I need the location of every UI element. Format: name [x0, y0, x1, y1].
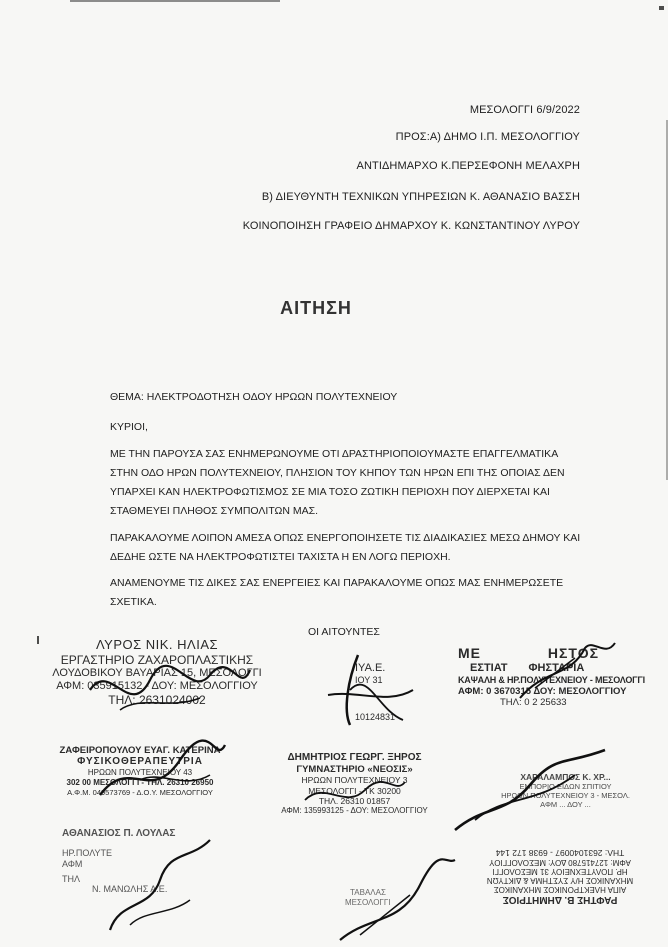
stamp-line: ΕΜΠΟΡΙΟ ΕΙΔΩΝ ΣΠΙΤΙΟΥ [519, 782, 612, 792]
stamp-line: ΗΡ.ΠΟΛΥΤΕ [62, 848, 113, 858]
paragraph-1-line: ΜΕ ΤΗΝ ΠΑΡΟΥΣΑ ΣΑΣ ΕΝΗΜΕΡΩΝΟΥΜΕ ΟΤΙ ΔΡΑΣΤΗΡΙΟΠΟΙΟΥΜΑΣΤΕ ΕΠΑΓΓΕΛΜΑΤΙΚΑ [110, 448, 559, 460]
subject-line: ΘΕΜΑ: ΗΛΕΚΤΡΟΔΟΤΗΣΗ ΟΔΟΥ ΗΡΩΩΝ ΠΟΛΥΤΕΧΝΕΙΟΥ [110, 391, 398, 403]
salutation: ΚΥΡΙΟΙ, [110, 421, 148, 433]
scan-speck [37, 636, 39, 644]
stamp-line: ΙΟΥ 31 [355, 675, 383, 686]
signature-bottom-middle [330, 855, 460, 947]
recipient-line-1: ΠΡΟΣ:Α) ΔΗΜΟ Ι.Π. ΜΕΣΟΛΟΓΓΙΟΥ [395, 131, 580, 143]
stamp-line: ΑΦΜ: 035915132 - ΔΟΥ: ΜΕΣΟΛΟΓΓΙΟΥ [56, 680, 258, 693]
stamp-line: ΡΑΦΤΗΣ Β. ΔΗΜΗΤΡΙΟΣ [502, 894, 618, 905]
stamp-raftis [460, 848, 660, 905]
stamp-line: ΙΥΑ.Ε. [355, 662, 386, 674]
signature-physio [90, 735, 230, 810]
paragraph-1-line: ΣΤΑΘΜΕΥΕΙ ΠΛΗΘΟΣ ΣΥΜΠΟΛΙΤΩΝ ΜΑΣ. [110, 505, 319, 517]
letter-date: ΜΕΣΟΛΟΓΓΙ 6/9/2022 [469, 104, 580, 116]
stamp-line: ΤΗΛ. 26310 01857 [318, 795, 391, 806]
scan-edge-top [70, 0, 280, 2]
stamp-line: ΤΑΒΑΛΑΣ [350, 888, 386, 897]
stamp-line: ΤΗΛ: 2631040097 - 6938 172 144 [495, 848, 625, 858]
paragraph-1 [110, 445, 590, 521]
stamp-line: ΜΕΣΟΛΟΓΓΙ [345, 897, 391, 907]
signature-right-middle [445, 745, 615, 835]
stamp-text: ΗΣΤΟΣ [547, 645, 599, 661]
stamp-text: ΜΕ [458, 645, 481, 661]
signature-middle-top [318, 650, 428, 730]
stamp-line: ΑΦΜ [62, 858, 83, 869]
stamp-line: ΗΡΩΩΝ ΠΟΛΥΤΕΧΝΕΙΟΥ 3 - ΜΕΣΟΛ. [501, 791, 630, 801]
stamp-line: Ν. ΜΑΝΩΛΗΣ Α.Ε. [92, 884, 168, 895]
stamp-line: ΖΑΦΕΙΡΟΠΟΥΛΟΥ ΕΥΑΓ. ΚΑΤΕΡΙΝΑ [59, 745, 221, 756]
recipient-line-3: Β) ΔΙΕΥΘΥΝΤΗ ΤΕΧΝΙΚΩΝ ΥΠΗΡΕΣΙΩΝ Κ. ΑΘΑΝΑΣΙΟ ΒΑΣΣΗ [261, 191, 580, 203]
stamp-line: ΦΥΣΙΚΟΘΕΡΑΠΕΥΤΡΙΑ [77, 756, 203, 768]
stamp-line: ΤΗΛ: 0 2 25633 [500, 697, 567, 709]
signature-lyros [80, 650, 260, 730]
stamp-line: ΑΦΜ: 0 3670315 ΔΟΥ: ΜΕΣΟΛΟΓΓΙΟΥ [458, 685, 627, 697]
paragraph-2 [110, 529, 590, 567]
stamp-line: 10124831 [355, 711, 396, 722]
paragraph-3 [110, 574, 590, 612]
stamp-line: ΓΥΜΝΑΣΤΗΡΙΟ «ΝΕΟΣΙΣ» [296, 764, 413, 775]
document-title-text: ΑΙΤΗΣΗ [280, 298, 352, 318]
stamp-line: ΛΥΡΟΣ ΝΙΚ. ΗΛΙΑΣ [95, 637, 219, 652]
stamp-line: ΑΙΠΑ ΗΛΕΚΤΡΟΝΙΚΟΣ ΜΗΧΑΝΙΚΟΣ [493, 885, 627, 894]
stamp-text: ΦΗΣΤΑΡΙΑ [528, 661, 585, 674]
signature-gym [300, 770, 410, 815]
stamp-text: ΕΣΤΙΑΤ [470, 661, 508, 674]
stamp-line: ΛΟΥΔΟΒΙΚΟΥ ΒΑΥΑΡΙΑΣ 15, ΜΕΣΟΛΟΓΓΙ [52, 666, 262, 679]
stamp-line: ΤΗΛ [62, 873, 81, 884]
paragraph-1-line: ΥΠΑΡΧΕΙ ΚΑΝ ΗΛΕΚΤΡΟΦΩΤΙΣΜΟΣ ΣΕ ΜΙΑ ΤΟΣΟ ΖΩΤΙΚΗ ΠΕΡΙΟΧΗ ΠΟΥ ΔΙΕΡΧΕΤΑΙ ΚΑΙ [110, 486, 550, 498]
stamp-line: ΜΕΣΟΛΟΓΓΙ - ΤΚ 30200 [308, 785, 401, 796]
stamp-line: ΗΡΩΩΝ ΠΟΛΥΤΕΧΝΕΙΟΥ 43 [87, 768, 193, 778]
paragraph-3-line: ΣΧΕΤΙΚΑ. [110, 596, 157, 608]
document-title [0, 298, 668, 319]
scan-speck [659, 6, 664, 10]
stamp-line: ΑΘΑΝΑΣΙΟΣ Π. ΛΟΥΛΑΣ [62, 828, 176, 839]
stamp-line: Α.Φ.Μ. 049573769 - Δ.Ο.Υ. ΜΕΣΟΛΟΓΓΙΟΥ [67, 787, 213, 797]
stamp-line: ΤΗΛ: 2631024002 [108, 693, 206, 708]
signature-athanasios [90, 830, 220, 940]
stamp-line: ΜΗΧΑΝΙΚΟΣ Η/Υ ΣΥΣΤΗΜΑ & ΔΙΚΤΥΩΝ [486, 876, 634, 885]
stamp-line: ΔΗΜΗΤΡΙΟΣ ΓΕΩΡΓ. ΞΗΡΟΣ [287, 752, 422, 763]
stamp-line: ΧΑΡΑΛΑΜΠΟΣ Κ. ΧΡ... [520, 772, 611, 782]
stamp-line: ΗΡ. ΠΟΛΥΤΕΧΝΕΙΟΥ 31 ΜΕΣΟΛΟΓΓΙ [492, 867, 628, 876]
stamp-line: ΑΦΜ ... ΔΟΥ ... [540, 800, 591, 810]
cc-line: ΚΟΙΝΟΠΟΙΗΣΗ ΓΡΑΦΕΙΟ ΔΗΜΑΡΧΟΥ Κ. ΚΩΝΣΤΑΝΤΙΝΟΥ ΛΥΡΟΥ [242, 220, 580, 232]
paragraph-2-line: ΔΕΔΗΕ ΩΣΤΕ ΝΑ ΗΛΕΚΤΡΟΦΩΤΙΣΤΕΙ ΤΑΧΙΣΤΑ Η ΕΝ ΛΟΓΩ ΠΕΡΙΟΧΗ. [110, 551, 451, 563]
stamp-line: 302 00 ΜΕΣΟΛΟΓΓΙ - ΤΗΛ. 26310 26950 [66, 777, 214, 787]
paragraph-1-line: ΣΤΗΝ ΟΔΟ ΗΡΩΝ ΠΟΛΥΤΕΧΝΕΙΟΥ, ΠΛΗΣΙΟΝ ΤΟΥ ΚΗΠΟΥ ΤΩΝ ΗΡΩΝ ΕΠΙ ΤΗΣ ΟΠΟΙΑΣ ΔΕΝ [110, 467, 565, 479]
paragraph-3-line: ΑΝΑΜΕΝΟΥΜΕ ΤΙΣ ΔΙΚΕΣ ΣΑΣ ΕΝΕΡΓΕΙΕΣ ΚΑΙ ΠΑΡΑΚΑΛΟΥΜΕ ΟΠΩΣ ΜΑΣ ΕΝΗΜΕΡΩΣΕΤΕ [110, 577, 564, 589]
paragraph-2-line: ΠΑΡΑΚΑΛΟΥΜΕ ΛΟΙΠΟΝ ΑΜΕΣΑ ΟΠΩΣ ΕΝΕΡΓΟΠΟΙΗΣΕΤΕ ΤΙΣ ΔΙΑΔΙΚΑΣΙΕΣ ΜΕΣΩ ΔΗΜΟΥ ΚΑΙ [110, 532, 581, 544]
signatories-label: ΟΙ ΑΙΤΟΥΝΤΕΣ [308, 626, 380, 638]
stamp-line: ΑΦΜ: 135993125 - ΔΟΥ: ΜΕΣΟΛΟΓΓΙΟΥ [281, 805, 428, 815]
stamp-line: ΕΡΓΑΣΤΗΡΙΟ ΖΑΧΑΡΟΠΛΑΣΤΙΚΗΣ [60, 652, 254, 667]
recipient-line-2: ΑΝΤΙΔΗΜΑΡΧΟ Κ.ΠΕΡΣΕΦΟΝΗ ΜΕΛΑΧΡΗ [356, 160, 580, 172]
stamp-line: ΚΑΨΑΛΗ & ΗΡ.ΠΟΛΥΤΕΧΝΕΙΟΥ - ΜΕΣΟΛΟΓΓΙ [458, 674, 645, 685]
signature-estiatorio [515, 638, 625, 708]
stamp-line: ΗΡΩΩΝ ΠΟΛΥΤΕΧΝΕΙΟΥ 3 [301, 775, 408, 786]
stamp-line: ΑΦΜ: 127415780 ΔΟΥ: ΜΕΣΟΛΟΓΓΙΟΥ [489, 858, 631, 867]
